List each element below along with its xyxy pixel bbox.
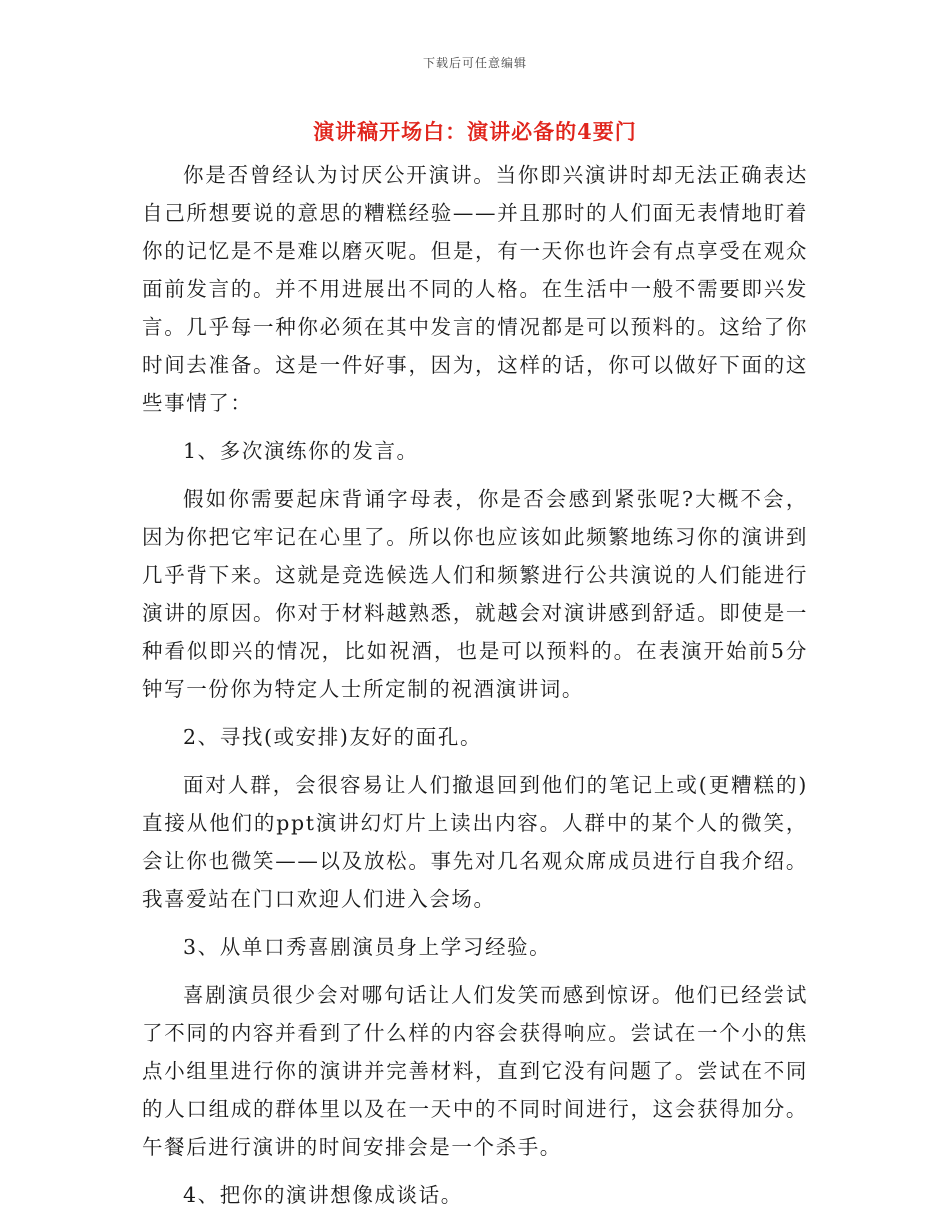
section-heading-2: 2、寻找(或安排)友好的面孔。 [183, 725, 483, 749]
section-body-1: 假如你需要起床背诵字母表，你是否会感到紧张呢?大概不会，因为你把它牢记在心里了。所以你也应该如此频繁地练习你的演讲到几乎背下来。这就是竞选候选人们和频繁进行公共演说的人们能进行演讲的原因。你对于材料越熟悉，就越会对演讲感到舒适。即使是一种看似即兴的情况，比如祝酒，也是可以预料的。在表演开始前5分钟写一份你为特定人士所定制的祝酒演讲词。 [142, 487, 808, 701]
document-body [142, 156, 808, 1214]
header-note: 下载后可任意编辑 [422, 56, 527, 70]
section-heading-1: 1、多次演练你的发言。 [183, 439, 419, 463]
section-body-2: 面对人群，会很容易让人们撤退回到他们的笔记上或(更糟糕的)直接从他们的ppt演讲幻灯片上读出内容。人群中的某个人的微笑，会让你也微笑——以及放松。事先对几名观众席成员进行自我介绍。我喜爱站在门口欢迎人们进入会场。 [142, 773, 808, 911]
section-body-3: 喜剧演员很少会对哪句话让人们发笑而感到惊讶。他们已经尝试了不同的内容并看到了什么样的内容会获得响应。尝试在一个小的焦点小组里进行你的演讲并完善材料，直到它没有问题了。尝试在不同的人口组成的群体里以及在一天中的不同时间进行，这会获得加分。午餐后进行演讲的时间安排会是一个杀手。 [142, 983, 808, 1159]
intro-paragraph: 你是否曾经认为讨厌公开演讲。当你即兴演讲时却无法正确表达自己所想要说的意思的糟糕经验——并且那时的人们面无表情地盯着你的记忆是不是难以磨灭呢。但是，有一天你也许会有点享受在观众面前发言的。并不用进展出不同的人格。在生活中一般不需要即兴发言。几乎每一种你必须在其中发言的情况都是可以预料的。这给了你时间去准备。这是一件好事，因为，这样的话，你可以做好下面的这些事情了： [142, 163, 808, 415]
section-heading-3: 3、从单口秀喜剧演员身上学习经验。 [183, 935, 552, 959]
section-heading-4: 4、把你的演讲想像成谈话。 [183, 1183, 463, 1207]
document-title: 演讲稿开场白：演讲必备的4要门 [313, 119, 637, 144]
